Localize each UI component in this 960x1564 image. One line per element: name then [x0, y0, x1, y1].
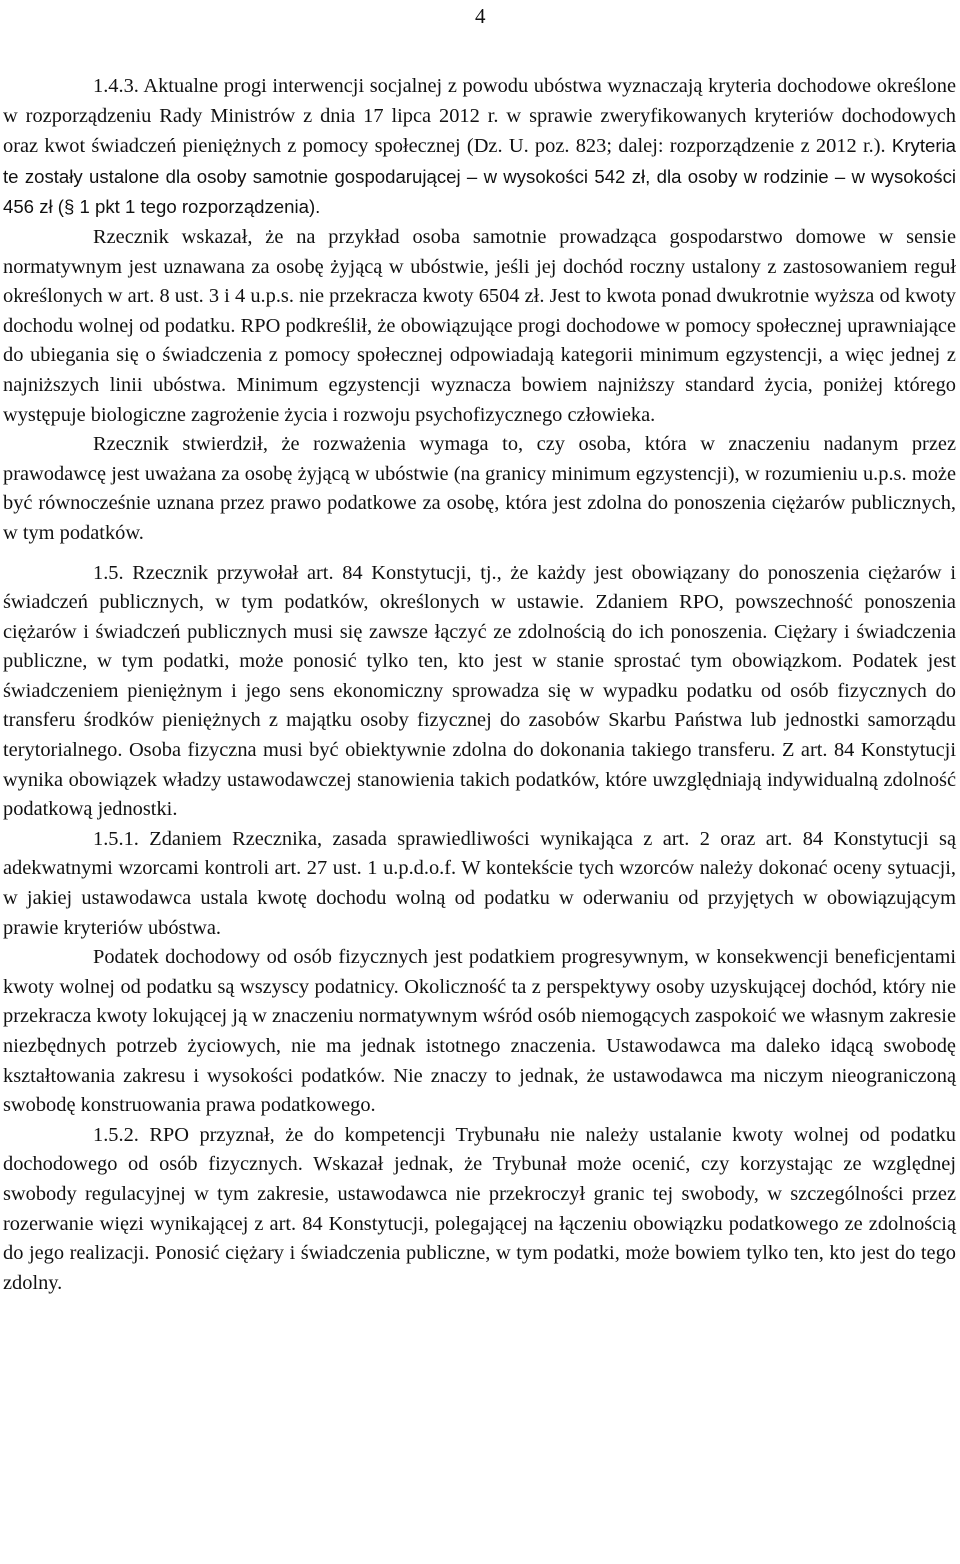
paragraph-1-4-3	[3, 72, 956, 223]
paragraph-1-5-1	[3, 825, 956, 943]
paragraph-text: 1.4.3. Aktualne progi interwencji socjalnej z powodu ubóstwa wyznaczają kryteria dochodowe określone w rozporządzeniu Rady Ministrów z dnia 17 lipca 2012 r. w sprawie zweryfikowanych kryteriów dochodowych oraz kwot świadczeń pieniężnych z pomocy społecznej (Dz. U. poz. 823; dalej: rozporządzenie z 2012 r.).	[3, 75, 956, 158]
paragraph-text-sans: Kryteria te zostały ustalone dla osoby samotnie gospodarującej – w wysokości 542 zł, dla osoby w rodzinie – w wysokości 456 zł (§ 1 pkt 1 tego rozporządzenia).	[3, 135, 956, 218]
paragraph-text: 1.5. Rzecznik przywołał art. 84 Konstytucji, tj., że każdy jest obowiązany do ponoszenia ciężarów i świadczeń publicznych, w tym podatków, określonych w ustawie. Zdaniem RPO, powszechność ponoszenia ciężarów i świadczeń publicznych musi się zawsze łączyć ze zdolnością do ich ponoszenia. Ciężary i świadczenia publiczne, w tym podatki, może ponosić tylko ten, kto jest w stanie sprostać tym obowiązkom. Podatek jest świadczeniem pieniężnym i jego sens ekonomiczny sprowadza się w wypadku podatku od osób fizycznych do transferu środków pieniężnych z majątku osoby fizycznej do zasobów Skarbu Państwa lub jednostki samorządu terytorialnego. Osoba fizyczna musi być obiektywnie zdolna do dokonania takiego transferu. Z art. 84 Konstytucji wynika obowiązek władzy ustawodawczej stanowienia takich podatków, które uwzględniają indywidualną zdolność podatkową jednostki.	[3, 561, 956, 821]
paragraph-text: Rzecznik stwierdził, że rozważenia wymaga to, czy osoba, która w znaczeniu nadanym przez prawodawcę jest uważana za osobę żyjącą w ubóstwie (na granicy minimum egzystencji), w rozumieniu u.p.s. może być równocześnie uznana przez prawo podatkowe za osobę, która jest zdolna do ponoszenia ciężarów publicznych, w tym podatków.	[3, 433, 956, 544]
paragraph-text: 1.5.1. Zdaniem Rzecznika, zasada sprawiedliwości wynikająca z art. 2 oraz art. 84 Konstytucji są adekwatnymi wzorcami kontroli art. 27 ust. 1 u.p.d.o.f. W kontekście tych wzorców należy dokonać oceny sytuacji, w jakiej ustawodawca ustala kwotę dochodu wolną od podatku w oderwaniu od przyjętych w obowiązującym prawie kryteriów ubóstwa.	[3, 827, 956, 939]
paragraph-poverty-example	[3, 223, 956, 430]
paragraph-text: Rzecznik wskazał, że na przykład osoba samotnie prowadząca gospodarstwo domowe w sensie normatywnym jest uznawana za osobę żyjącą w ubóstwie, jeśli jej dochód roczny ustalony z zastosowaniem reguł określonych w art. 8 ust. 3 i 4 u.p.s. nie przekracza kwoty 6504 zł. Jest to kwota ponad dwukrotnie wyższa od kwoty dochodu wolnej od podatku. RPO podkreślił, że obowiązujące progi dochodowe w pomocy społecznej uprawniające do ubiegania się o świadczenia z pomocy społecznej odpowiadają kategorii minimum egzystencji, a więc jednej z najniższych linii ubóstwa. Minimum egzystencji wyznacza bowiem najniższy standard życia, poniżej którego występuje biologiczne zagrożenie życia i rozwoju psychofizycznego człowieka.	[3, 225, 956, 426]
paragraph-ombudsman-consideration	[3, 430, 956, 548]
page-number: 4	[475, 4, 486, 28]
paragraph-text: Podatek dochodowy od osób fizycznych jest podatkiem progresywnym, w konsekwencji beneficjentami kwoty wolnej od podatku są wszyscy podatnicy. Okoliczność ta z perspektywy osoby uzyskującej dochód, który nie przekracza kwoty lokującej ją w znaczeniu normatywnym wśród osób niemogących zaspokoić we własnym zakresie niezbędnych potrzeb życiowych, nie ma jednak istotnego znaczenia. Ustawodawca ma daleko idącą swobodę kształtowania zakresu i wysokości podatków. Nie znaczy to jednak, że ustawodawca ma niczym nieograniczoną swobodę konstruowania prawa podatkowego.	[3, 946, 956, 1117]
paragraph-progressive-tax	[3, 943, 956, 1121]
paragraph-1-5-2	[3, 1121, 956, 1299]
document-body	[3, 72, 956, 1298]
paragraph-1-5	[3, 559, 956, 825]
paragraph-text: 1.5.2. RPO przyznał, że do kompetencji Trybunału nie należy ustalanie kwoty wolnej od podatku dochodowego od osób fizycznych. Wskazał jednak, że Trybunał może ocenić, czy korzystając ze względnej swobody regulacyjnej w tym zakresie, ustawodawca nie przekroczył granic tej swobody, w szczególności przez rozerwanie więzi wynikającej z art. 84 Konstytucji, polegającej na łączeniu obowiązku podatkowego ze zdolnością do jego realizacji. Ponosić ciężary i świadczenia publiczne, w tym podatki, może bowiem tylko ten, kto jest do tego zdolny.	[3, 1123, 956, 1294]
